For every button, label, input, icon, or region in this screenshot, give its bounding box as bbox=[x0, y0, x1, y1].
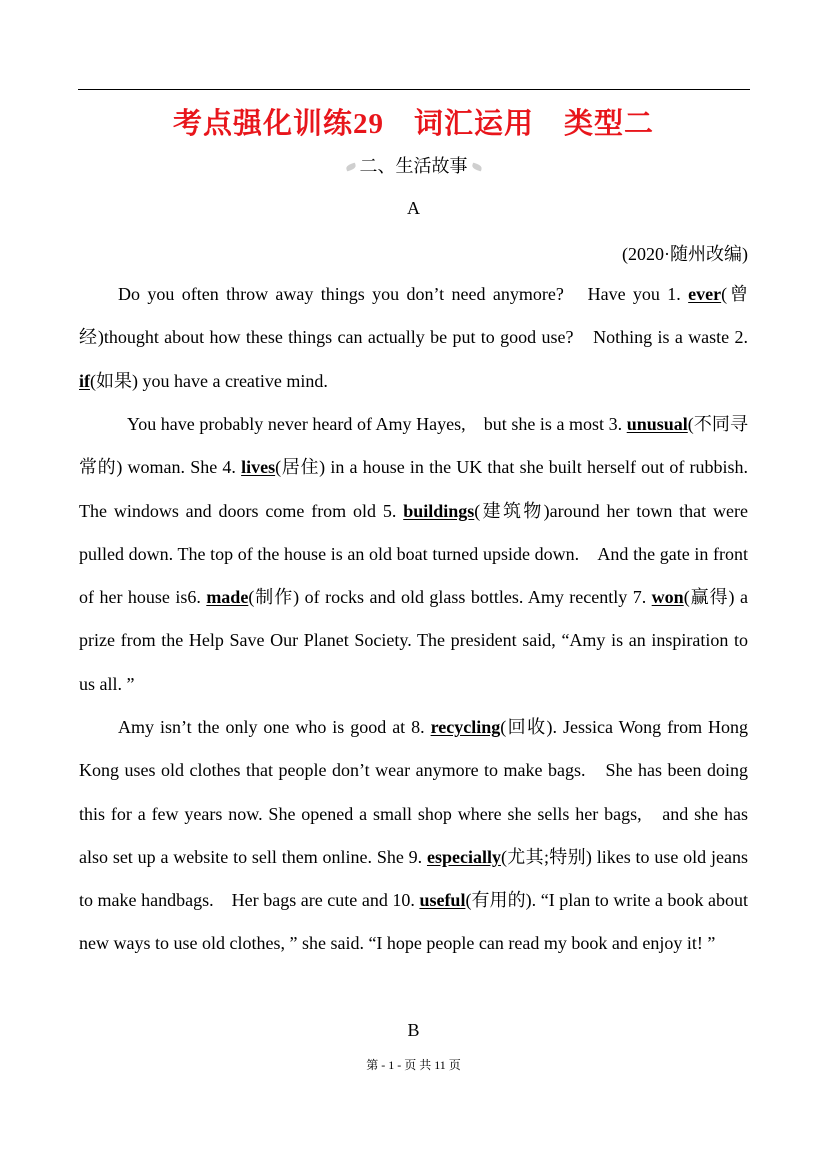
answer-8: recycling bbox=[430, 717, 501, 737]
answer-6: made bbox=[206, 587, 249, 608]
passage-b-label: B bbox=[407, 1020, 420, 1040]
passage-source: (2020·随州改编) bbox=[622, 244, 748, 264]
subtitle-text: 二、生活故事 bbox=[359, 156, 468, 176]
section-subtitle bbox=[0, 152, 827, 178]
answer-4: lives bbox=[241, 457, 276, 478]
leaf-ornament-icon bbox=[471, 163, 483, 172]
paragraph-2: You have probably never heard of Amy Hayes, but she is a most 3. unusual(不同寻常的) woman. She 4. lives(居住) in a house in the UK that she built herself out of rubbish. The windows and doors come from old 5. buildings(建筑物)around her town that were pulled down. The top of the house is an old boat turned upside down. And the gate in front of her house is6. made(制作) of rocks and old glass bottles. Amy recently 7. won(赢得) a prize from the Help Save Our Planet Society. The president said, “Amy is an inspiration to us all. ” bbox=[79, 414, 767, 694]
header-rule bbox=[78, 89, 750, 90]
answer-7: won bbox=[651, 587, 684, 608]
answer-10: useful bbox=[419, 890, 466, 911]
answer-2: if bbox=[79, 370, 90, 391]
page-title: 考点强化训练29 词汇运用 类型二 bbox=[172, 108, 654, 140]
answer-9: especially bbox=[426, 846, 501, 867]
passage-a-label: A bbox=[407, 198, 420, 218]
leaf-ornament-icon bbox=[345, 163, 357, 172]
paragraph-3: Amy isn’t the only one who is good at 8. recycling(回收). Jessica Wong from Hong Kong uses old clothes that people don’t wear anymore to make bags. She has been doing this for a few years now. She opened a small shop where she sells her bags, and she has also set up a website to sell them online. She 9. especially(尤其;特别) likes to use old jeans to make handbags. Her bags are cute and 10. useful(有用的). “I plan to write a book about new ways to use old clothes, ” she said. “I hope people can read my book and enjoy it! ” bbox=[79, 717, 749, 954]
paragraph-1: Do you often throw away things you don’t need anymore? Have you 1. ever(曾经)thought about how these things can actually be put to good use? Nothing is a waste 2. if(如果) you have a creative mind. bbox=[79, 284, 748, 391]
answer-3: unusual bbox=[626, 414, 688, 434]
page-footer: 第 - 1 - 页 共 11 页 bbox=[366, 1058, 461, 1072]
answer-5: buildings bbox=[403, 500, 475, 521]
answer-1: ever bbox=[688, 284, 722, 304]
